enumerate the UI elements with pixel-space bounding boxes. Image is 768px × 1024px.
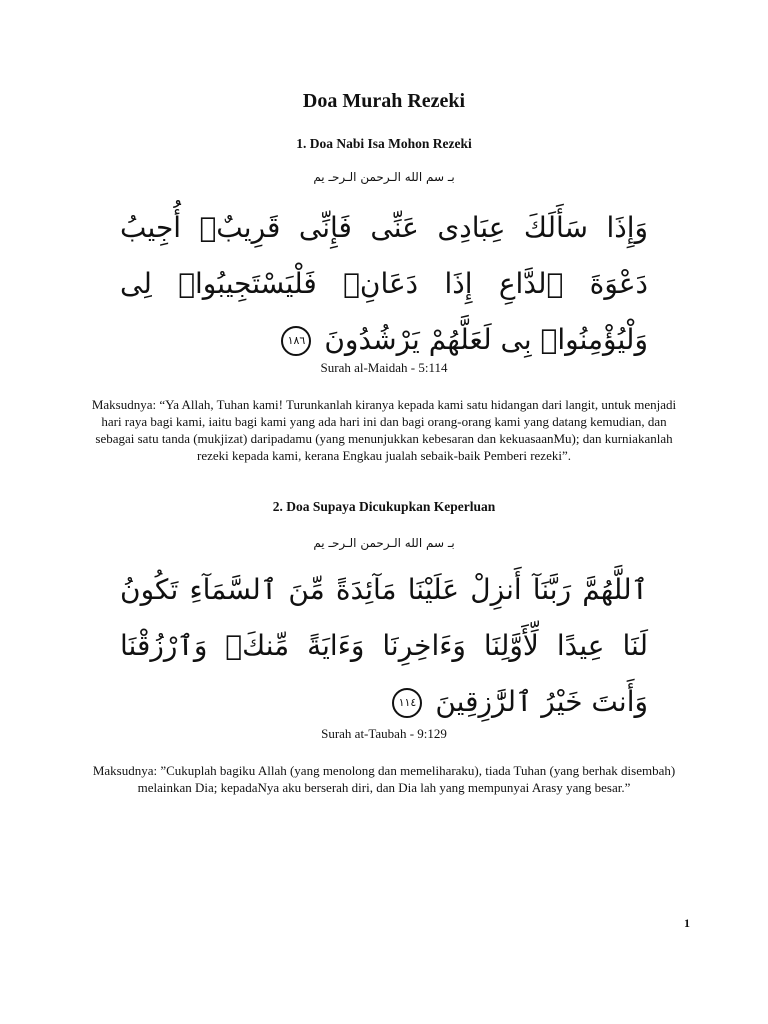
meaning-paragraph-1: Maksudnya: “Ya Allah, Tuhan kami! Turunkanlah kiranya kepada kami satu hidangan dari langit, untuk menjadi hari raya bagi kami, iaitu bagi kami yang ada hari ini dan bagi orang-orang kami yang datang kemudian, dan sebagai satu tanda (mukjizat) daripadamu (yang menunjukkan kebesaran dan kekuasaanMu); dan kurniakanlah rezeki kepada kami, kerana Engkau jualah sebaik-baik Pemberi rezeki”.	[91, 397, 677, 463]
arabic-verse-1	[120, 200, 648, 368]
page-number: 1	[684, 916, 690, 930]
basmala-2: بـ سم الله الـرحمن الـرحـ يم	[313, 536, 455, 550]
surah-reference-2: Surah at-Taubah - 9:129	[321, 726, 447, 741]
basmala-1: بـ سم الله الـرحمن الـرحـ يم	[313, 170, 455, 184]
section-heading-1: 1. Doa Nabi Isa Mohon Rezeki	[296, 136, 472, 151]
meaning-paragraph-2: Maksudnya: ”Cukuplah bagiku Allah (yang menolong dan memeliharaku), tiada Tuhan (yang berhak disembah) melainkan Dia; kepadaNya aku berserah diri, dan Dia lah yang mempunyai Arasy yang besar.”	[92, 763, 676, 795]
arabic-verse-text: وَإِذَا سَأَلَكَ عِبَادِى عَنِّى فَإِنِّى قَرِيبٌۖ أُجِيبُ دَعْوَةَ ٱلدَّاعِ إِذَا دَعَانِۖ فَلْيَسْتَجِيبُوا۟ لِى وَلْيُؤْمِنُوا۟ بِى لَعَلَّهُمْ يَرْشُدُونَ	[120, 211, 648, 356]
surah-reference-1: Surah al-Maidah - 5:114	[320, 360, 448, 375]
ayah-number-marker: ١٨٦	[281, 326, 311, 356]
arabic-verse-2	[120, 562, 648, 730]
arabic-verse-text: ٱللَّهُمَّ رَبَّنَآ أَنزِلْ عَلَيْنَا مَآئِدَةً مِّنَ ٱلسَّمَآءِ تَكُونُ لَنَا عِيدًا لِّأَوَّلِنَا وَءَاخِرِنَا وَءَايَةً مِّنكَۖ وَٱرْزُقْنَا وَأَنتَ خَيْرُ ٱلرَّٰزِقِينَ	[120, 573, 648, 718]
page-title: Doa Murah Rezeki	[302, 90, 466, 112]
section-heading-2: 2. Doa Supaya Dicukupkan Keperluan	[272, 499, 496, 514]
ayah-number-marker: ١١٤	[392, 688, 422, 718]
